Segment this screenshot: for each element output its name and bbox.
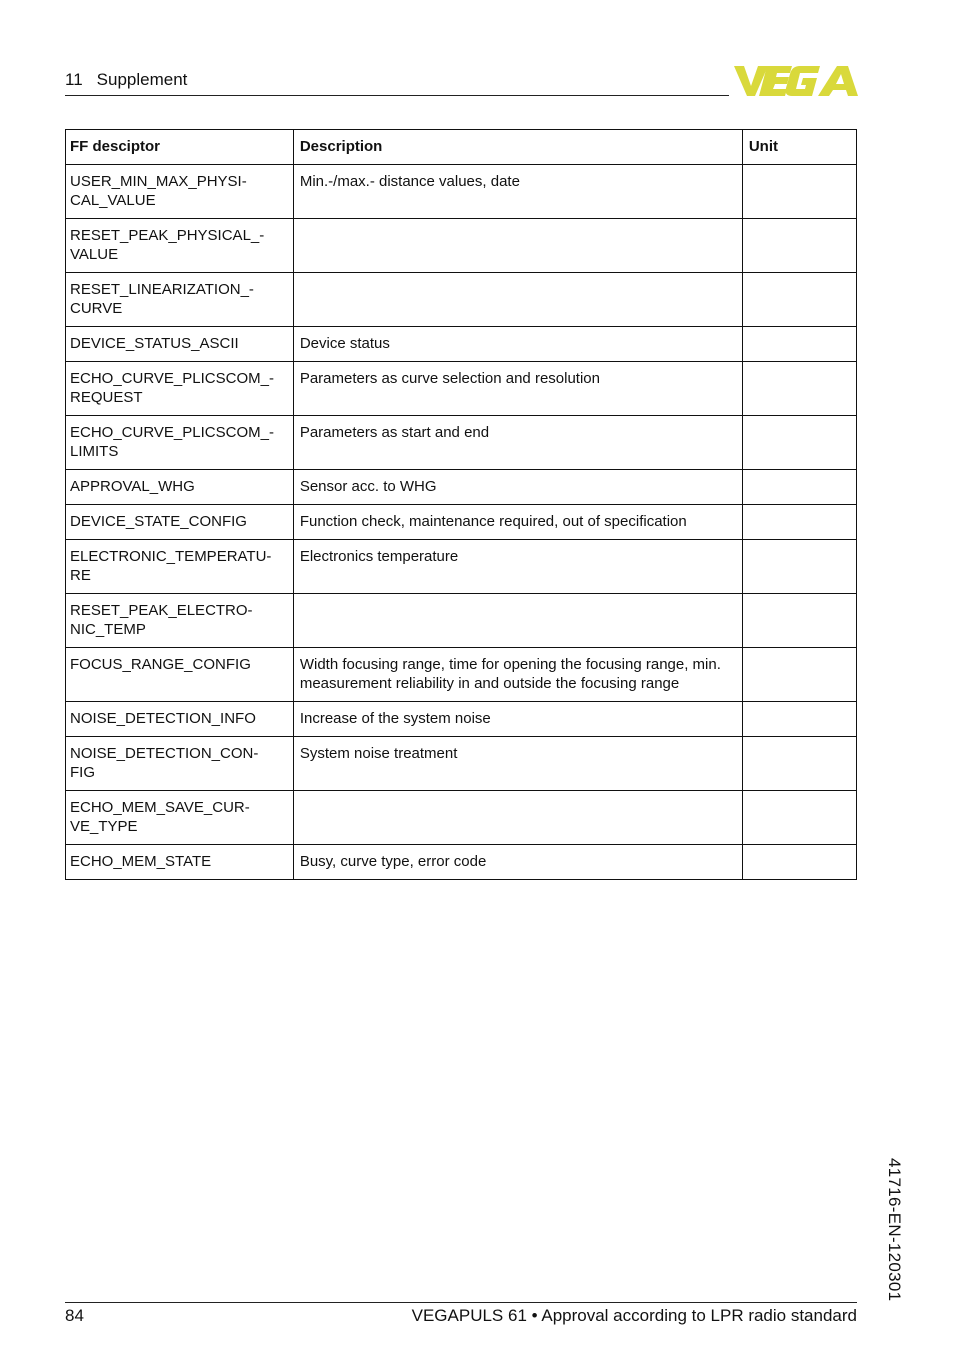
description-cell: Busy, curve type, error code [293,845,742,880]
table-row [66,648,857,702]
unit-cell [742,791,856,845]
unit-cell [742,165,856,219]
descriptor-cell: ECHO_CURVE_PLICSCOM_- REQUEST [66,362,294,416]
descriptor-cell: DEVICE_STATUS_ASCII [66,327,294,362]
description-cell: Device status [293,327,742,362]
description-cell [293,219,742,273]
descriptor-cell: ECHO_CURVE_PLICSCOM_- LIMITS [66,416,294,470]
unit-cell [742,416,856,470]
document-id: 41716-EN-120301 [885,1158,904,1302]
table-row [66,362,857,416]
unit-cell [742,594,856,648]
unit-cell [742,845,856,880]
descriptor-cell: DEVICE_STATE_CONFIG [66,505,294,540]
descriptor-cell: FOCUS_RANGE_CONFIG [66,648,294,702]
description-cell [293,791,742,845]
table-row [66,594,857,648]
descriptor-cell: NOISE_DETECTION_CON- FIG [66,737,294,791]
description-cell: Parameters as start and end [293,416,742,470]
description-cell: Electronics temperature [293,540,742,594]
table-row [66,416,857,470]
description-cell: Function check, maintenance required, out of specification [293,505,742,540]
table-row [66,165,857,219]
header-rule [65,95,729,96]
unit-cell [742,327,856,362]
table-row [66,702,857,737]
column-header-description: Description [293,130,742,165]
descriptor-cell: ELECTRONIC_TEMPERATU- RE [66,540,294,594]
descriptor-cell: RESET_PEAK_PHYSICAL_- VALUE [66,219,294,273]
description-cell [293,273,742,327]
column-header-unit: Unit [742,130,856,165]
table-body [66,165,857,880]
chapter-number: 11 [65,70,83,89]
page-number: 84 [65,1306,84,1325]
unit-cell [742,702,856,737]
unit-cell [742,273,856,327]
table-row [66,540,857,594]
table-row [66,470,857,505]
description-cell: Increase of the system noise [293,702,742,737]
table-row [66,737,857,791]
description-cell: System noise treatment [293,737,742,791]
descriptor-cell: ECHO_MEM_SAVE_CUR- VE_TYPE [66,791,294,845]
description-cell: Sensor acc. to WHG [293,470,742,505]
descriptor-cell: USER_MIN_MAX_PHYSI- CAL_VALUE [66,165,294,219]
table-row [66,791,857,845]
description-cell: Min.-/max.- distance values, date [293,165,742,219]
table-row [66,505,857,540]
footer-rule [65,1302,857,1303]
page-header [65,70,187,90]
table-row [66,273,857,327]
unit-cell [742,648,856,702]
description-cell [293,594,742,648]
unit-cell [742,219,856,273]
unit-cell [742,362,856,416]
unit-cell [742,470,856,505]
descriptor-cell: RESET_LINEARIZATION_- CURVE [66,273,294,327]
unit-cell [742,540,856,594]
descriptor-cell: APPROVAL_WHG [66,470,294,505]
descriptor-cell: RESET_PEAK_ELECTRO- NIC_TEMP [66,594,294,648]
chapter-title: Supplement [96,70,188,89]
table-row [66,845,857,880]
table-row [66,327,857,362]
unit-cell [742,737,856,791]
description-cell: Parameters as curve selection and resolution [293,362,742,416]
description-cell: Width focusing range, time for opening the focusing range, min. measurement reliability in and outside the focusing range [293,648,742,702]
table-row [66,219,857,273]
ff-descriptor-table [65,129,857,880]
footer-title: VEGAPULS 61 • Approval according to LPR radio standard [411,1306,857,1325]
table-header-row [66,130,857,165]
unit-cell [742,505,856,540]
column-header-descriptor: FF desciptor [66,130,294,165]
descriptor-cell: ECHO_MEM_STATE [66,845,294,880]
vega-logo [734,64,858,98]
descriptor-cell: NOISE_DETECTION_INFO [66,702,294,737]
